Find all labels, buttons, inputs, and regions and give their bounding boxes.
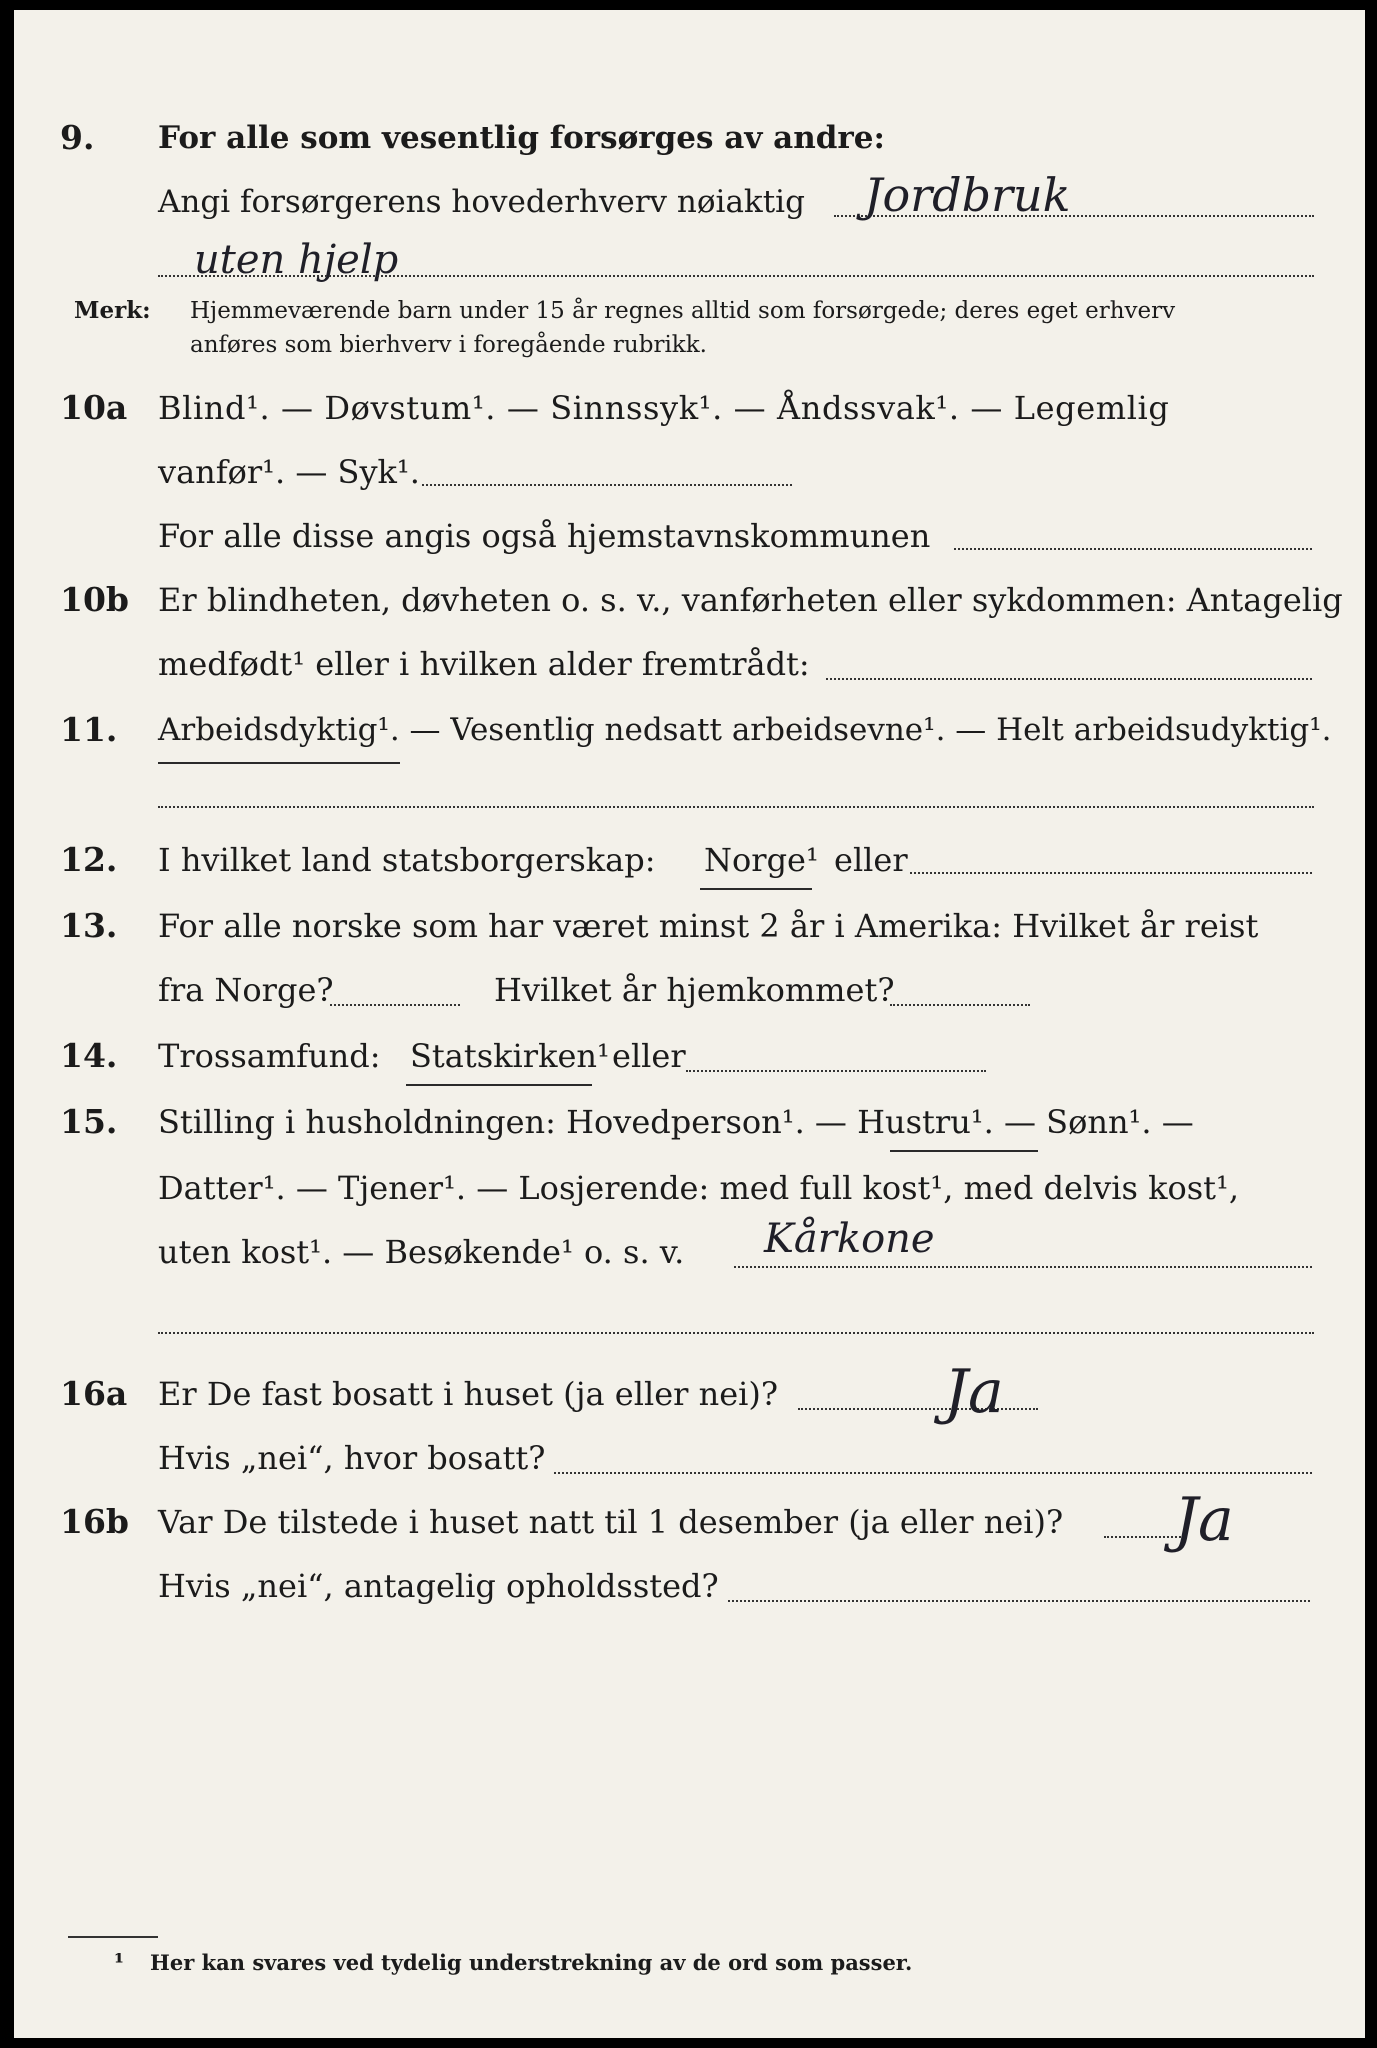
merk-line1: Hjemmeværende barn under 15 år regnes alltid som forsørgede; deres eget erhverv <box>190 298 1176 324</box>
q15-line2: Datter¹. — Tjener¹. — Losjerende: med full kost¹, med delvis kost¹, <box>158 1169 1240 1207</box>
q15-number: 15. <box>60 1102 118 1141</box>
footnote-mark: ¹ <box>114 1949 125 1976</box>
q12-text-b: Norge¹ <box>704 841 819 879</box>
q10a-hjemstavn-line <box>954 548 1312 550</box>
q16a-line1: Er De fast bosatt i huset (ja eller nei)? <box>158 1375 779 1413</box>
q15-answer-line <box>734 1266 1312 1268</box>
q11-number: 11. <box>60 710 118 749</box>
q10b-number: 10b <box>60 580 129 619</box>
q13-reist-line <box>330 1004 460 1006</box>
q15-answer: Kårkone <box>764 1216 935 1262</box>
footnote-text: Her kan svares ved tydelig understrekning av de ord som passer. <box>150 1950 913 1975</box>
merk-line2: anføres som bierhverv i foregående rubrikk. <box>190 332 707 358</box>
q16b-opholdssted-line <box>728 1600 1310 1602</box>
q14-answer-line <box>686 1070 986 1072</box>
q15-underline-hustru <box>890 1150 1038 1152</box>
census-form-page <box>14 10 1365 2038</box>
q16a-line2: Hvis „nei“, hvor bosatt? <box>158 1439 546 1477</box>
q16a-number: 16a <box>60 1374 128 1413</box>
q10b-line1: Er blindheten, døvheten o. s. v., vanførheten eller sykdommen: Antagelig <box>158 581 1343 619</box>
q16b-answer-line <box>1104 1536 1184 1538</box>
merk-label: Merk: <box>74 297 151 324</box>
q13-number: 13. <box>60 906 118 945</box>
q13-line2a: fra Norge? <box>158 971 334 1009</box>
q14-text-c: eller <box>612 1037 686 1075</box>
q9-number: 9. <box>60 118 95 157</box>
q11-answer-line <box>158 806 1314 808</box>
q10a-number: 10a <box>60 388 128 427</box>
q10a-syk-line <box>422 484 792 486</box>
q12-text-c: eller <box>834 841 908 879</box>
q16b-number: 16b <box>60 1502 129 1541</box>
q14-number: 14. <box>60 1036 118 1075</box>
q10b-line2: medfødt¹ eller i hvilken alder fremtrådt: <box>158 645 810 683</box>
q13-hjemkommet-line <box>890 1004 1030 1006</box>
q13-line2b: Hvilket år hjemkommet? <box>494 971 895 1009</box>
q9-line1: For alle som vesentlig forsørges av andre: <box>158 120 885 156</box>
q12-text-a: I hvilket land statsborgerskap: <box>158 841 656 879</box>
q15-answer-line2 <box>158 1332 1314 1334</box>
q9-answer-line2 <box>158 275 1314 277</box>
q9-line2: Angi forsørgerens hovederhverv nøiaktig <box>158 184 805 220</box>
q14-underline-statskirken <box>406 1084 592 1086</box>
q9-answer-part1: Jordbruk <box>864 168 1071 222</box>
q10a-line2: vanfør¹. — Syk¹. <box>158 453 420 491</box>
q12-answer-line <box>910 872 1312 874</box>
q13-line1: For alle norske som har været minst 2 år i Amerika: Hvilket år reist <box>158 907 1259 945</box>
q15-line3: uten kost¹. — Besøkende¹ o. s. v. <box>158 1233 685 1271</box>
q10a-line3: For alle disse angis også hjemstavnskommunen <box>158 517 931 555</box>
q9-answer-part2: uten hjelp <box>194 237 399 283</box>
q16a-hvor-line <box>554 1472 1312 1474</box>
footnote-rule <box>68 1936 158 1938</box>
q16b-answer: Ja <box>1174 1485 1234 1555</box>
q11-line1: Arbeidsdyktig¹. — Vesentlig nedsatt arbeidsevne¹. — Helt arbeidsudyktig¹. <box>158 712 1332 748</box>
q12-number: 12. <box>60 840 118 879</box>
q16b-line1: Var De tilstede i huset natt til 1 desember (ja eller nei)? <box>158 1503 1064 1541</box>
q10a-line1: Blind¹. — Døvstum¹. — Sinnssyk¹. — Åndssvak¹. — Legemlig <box>158 389 1170 427</box>
q14-text-b: Statskirken¹ <box>410 1037 610 1075</box>
q11-underline-arbeidsdyktig <box>158 762 400 764</box>
q14-text-a: Trossamfund: <box>158 1037 381 1075</box>
q12-underline-norge <box>700 888 812 890</box>
q16a-answer: Ja <box>944 1357 1004 1427</box>
q16b-line2: Hvis „nei“, antagelig opholdssted? <box>158 1567 719 1605</box>
q10b-answer-line <box>826 678 1312 680</box>
q15-line1: Stilling i husholdningen: Hovedperson¹. — Hustru¹. — Sønn¹. — <box>158 1103 1194 1141</box>
